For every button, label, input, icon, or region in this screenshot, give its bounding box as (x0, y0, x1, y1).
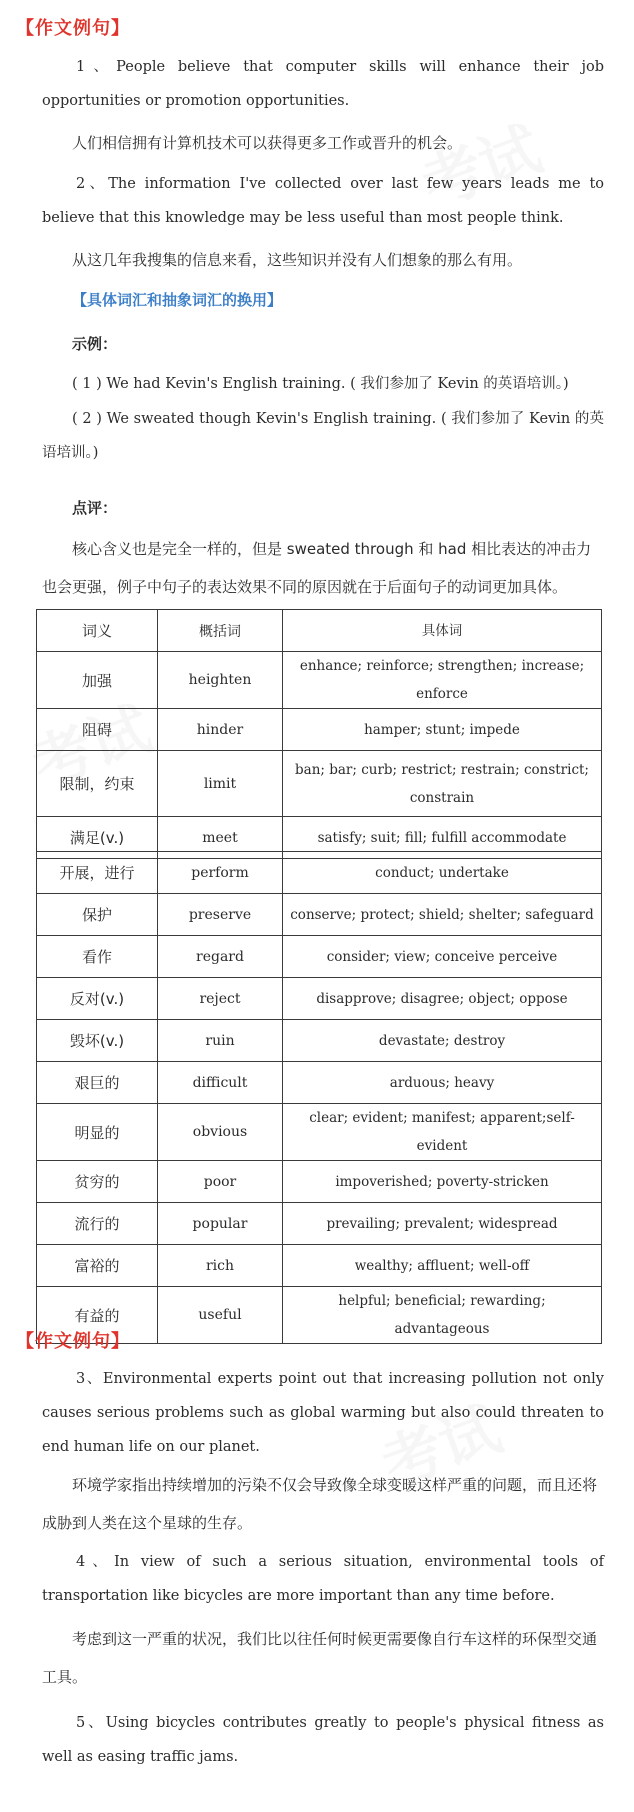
table-row (37, 1104, 602, 1161)
table-row (37, 852, 602, 894)
specific-words-cell: enhance; reinforce; strengthen; increase; enforce (283, 652, 602, 709)
specific-words-cell: prevailing; prevalent; widespread (283, 1203, 602, 1245)
specific-words-cell: clear; evident; manifest; apparent;self-evident (283, 1104, 602, 1161)
general-word-cell: reject (158, 978, 283, 1020)
general-word-cell: useful (158, 1287, 283, 1344)
table-row (37, 1203, 602, 1245)
meaning-cell: 开展，进行 (37, 852, 158, 894)
meaning-cell: 保护 (37, 894, 158, 936)
meaning-cell: 明显的 (37, 1104, 158, 1161)
table-row (37, 1161, 602, 1203)
example-1-chinese: 人们相信拥有计算机技术可以获得更多工作或晋升的机会。 (72, 134, 463, 152)
specific-words-cell: devastate; destroy (283, 1020, 602, 1062)
specific-words-cell: conserve; protect; shield; shelter; safeguard (283, 894, 602, 936)
example-2-chinese: 从这几年我搜集的信息来看，这些知识并没有人们想象的那么有用。 (72, 251, 523, 269)
example-label: 示例： (72, 335, 118, 353)
column-header-specific: 具体词 (283, 610, 602, 652)
example-5-english: 5、Using bicycles contributes greatly to people's physical fitness as well as easing traffic jams. (42, 1715, 604, 1765)
general-word-cell: popular (158, 1203, 283, 1245)
general-word-cell: difficult (158, 1062, 283, 1104)
example-4-english: 4、In view of such a serious situation, environmental tools of transportation like bicycles are more important than any time before. (42, 1554, 604, 1604)
meaning-cell: 贫穷的 (37, 1161, 158, 1203)
general-word-cell: meet (158, 817, 283, 859)
example-3-english: 3、Environmental experts point out that increasing pollution not only causes serious problems such as global warming but also could threaten to end human life on our planet. (42, 1371, 604, 1455)
specific-words-cell: conduct; undertake (283, 852, 602, 894)
comment-label: 点评： (72, 499, 118, 517)
example-sentence-2: ( 2 ) We sweated though Kevin's English training. ( 我们参加了 Kevin 的英语培训。) (42, 411, 604, 461)
meaning-cell: 反对(v.) (37, 978, 158, 1020)
meaning-cell: 艰巨的 (37, 1062, 158, 1104)
specific-words-cell: helpful; beneficial; rewarding; advantageous (283, 1287, 602, 1344)
section-heading: 【作文例句】 (16, 18, 130, 39)
general-word-cell: perform (158, 852, 283, 894)
general-word-cell: preserve (158, 894, 283, 936)
meaning-cell: 阻碍 (37, 709, 158, 751)
specific-words-cell: disapprove; disagree; object; oppose (283, 978, 602, 1020)
specific-words-cell: wealthy; affluent; well-off (283, 1245, 602, 1287)
table-row (37, 751, 602, 817)
specific-words-cell: ban; bar; curb; restrict; restrain; constrict; constrain (283, 751, 602, 817)
table-row (37, 936, 602, 978)
meaning-cell: 加强 (37, 652, 158, 709)
comment-text: 核心含义也是完全一样的，但是 sweated through 和 had 相比表达的冲击力也会更强，例子中句子的表达效果不同的原因就在于后面句子的动词更加具体。 (42, 540, 592, 596)
table-row (37, 894, 602, 936)
meaning-cell: 富裕的 (37, 1245, 158, 1287)
meaning-cell: 限制，约束 (37, 751, 158, 817)
meaning-cell: 有益的 (37, 1287, 158, 1344)
general-word-cell: heighten (158, 652, 283, 709)
vocab-table-1 (36, 609, 602, 859)
meaning-cell: 毁坏(v.) (37, 1020, 158, 1062)
example-sentence-1: ( 1 ) We had Kevin's English training. ( 我们参加了 Kevin 的英语培训。) (72, 376, 569, 392)
general-word-cell: ruin (158, 1020, 283, 1062)
table-row (37, 1062, 602, 1104)
table-row (37, 1245, 602, 1287)
column-header-general: 概括词 (158, 610, 283, 652)
table-row (37, 652, 602, 709)
section-heading: 【作文例句】 (16, 1331, 130, 1352)
vocab-table-2 (36, 851, 602, 1344)
general-word-cell: regard (158, 936, 283, 978)
example-4-chinese: 考虑到这一严重的状况，我们比以往任何时候更需要像自行车这样的环保型交通工具。 (42, 1630, 598, 1686)
meaning-cell: 满足(v.) (37, 817, 158, 859)
specific-words-cell: consider; view; conceive perceive (283, 936, 602, 978)
column-header-meaning: 词义 (37, 610, 158, 652)
meaning-cell: 看作 (37, 936, 158, 978)
general-word-cell: poor (158, 1161, 283, 1203)
general-word-cell: limit (158, 751, 283, 817)
table-row (37, 978, 602, 1020)
specific-words-cell: impoverished; poverty-stricken (283, 1161, 602, 1203)
general-word-cell: rich (158, 1245, 283, 1287)
general-word-cell: hinder (158, 709, 283, 751)
specific-words-cell: hamper; stunt; impede (283, 709, 602, 751)
table-row (37, 1020, 602, 1062)
example-3-chinese: 环境学家指出持续增加的污染不仅会导致像全球变暖这样严重的问题，而且还将成胁到人类在这个星球的生存。 (42, 1476, 598, 1532)
example-2-english: 2、The information I've collected over last few years leads me to believe that this knowledge may be less useful than most people think. (42, 176, 604, 226)
specific-words-cell: satisfy; suit; fill; fulfill accommodate (283, 817, 602, 859)
table-row (37, 709, 602, 751)
meaning-cell: 流行的 (37, 1203, 158, 1245)
specific-words-cell: arduous; heavy (283, 1062, 602, 1104)
table-header-row (37, 610, 602, 652)
section-subheading: 【具体词汇和抽象词汇的换用】 (72, 291, 283, 309)
general-word-cell: obvious (158, 1104, 283, 1161)
example-1-english: 1、People believe that computer skills will enhance their job opportunities or promotion opportunities. (42, 59, 604, 109)
